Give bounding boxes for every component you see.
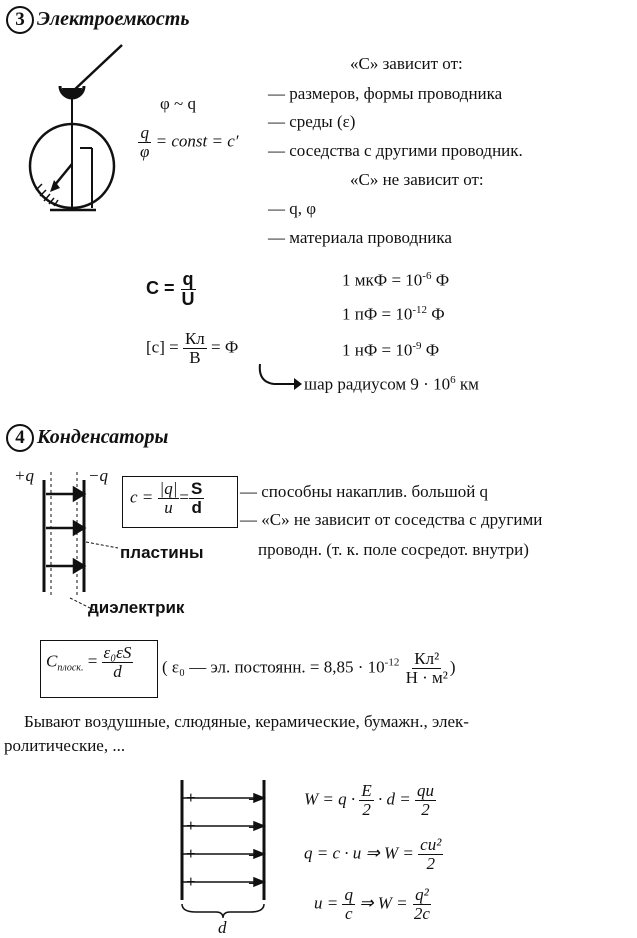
- sphere-exp: 6: [450, 374, 456, 386]
- unit-lhs: [c] =: [146, 337, 179, 357]
- not-depends-item: — материала проводника: [268, 228, 452, 247]
- minus-sign: −: [248, 846, 258, 865]
- capacitance-ratio-formula: [138, 124, 239, 161]
- flat-c: C: [46, 651, 58, 671]
- eps-text: ( ε₀ — эл. постоянн. = 8,85 · 10: [162, 657, 385, 677]
- cap-denominator: u: [164, 497, 173, 517]
- plus-q-label: +q: [14, 466, 34, 485]
- cap-d: d: [191, 497, 202, 517]
- unit-rhs: = Ф: [211, 337, 239, 357]
- section-title: Конденсаторы: [37, 426, 169, 448]
- energy-g-den: 2: [426, 853, 435, 873]
- sphere-unit: км: [455, 374, 479, 394]
- c-numerator: q: [182, 269, 194, 289]
- plus-sign: +: [186, 872, 196, 891]
- unit-row-micro: [342, 270, 449, 291]
- energy-formula-3: [314, 886, 432, 923]
- unit-row-rhs: Ф: [421, 340, 440, 360]
- energy-g-den: 2: [421, 799, 430, 819]
- depends-title: «C» зависит от:: [350, 54, 463, 73]
- curved-arrow-icon: [250, 362, 302, 394]
- flat-eq: =: [87, 651, 98, 671]
- energy-lhs: u =: [314, 893, 339, 913]
- energy-f-den: 2: [362, 799, 371, 819]
- cap-eq: =: [179, 487, 189, 507]
- eps-unit-num: Кл²: [414, 649, 440, 668]
- capacitor-property-cont: проводн. (т. к. поле сосредот. внутри): [258, 540, 529, 559]
- eps-unit-den: Н · м²: [405, 667, 448, 687]
- section-title: Электроемкость: [37, 8, 190, 30]
- phi-q-relation: φ ~ q: [160, 94, 197, 113]
- flat-capacitor-formula: [46, 644, 133, 681]
- flat-sub: плоск.: [57, 662, 84, 674]
- energy-g-num: cu²: [420, 835, 442, 854]
- section-number: 4: [6, 424, 34, 452]
- section-number: 3: [6, 6, 34, 34]
- energy-lhs: q = c · u ⇒ W =: [304, 843, 414, 863]
- depends-item: — среды (ε): [268, 112, 356, 131]
- minus-sign: −: [248, 874, 258, 893]
- depends-item: — размеров, формы проводника: [268, 84, 503, 103]
- energy-f-num: E: [361, 781, 372, 800]
- capacitor-property: — способны накаплив. большой q: [240, 482, 489, 501]
- minus-sign: −: [248, 818, 258, 837]
- eps-close: ): [449, 657, 456, 677]
- minus-sign: −: [248, 790, 258, 809]
- not-depends-item: — q, φ: [268, 199, 317, 218]
- unit-formula: [146, 330, 238, 367]
- dielectric-label: диэлектрик: [88, 598, 185, 617]
- sphere-note: [304, 374, 479, 395]
- plus-sign: +: [186, 844, 196, 863]
- minus-q-label: −q: [88, 466, 108, 485]
- cap-numerator: |q|: [159, 479, 178, 498]
- unit-row-lhs: 1 пФ = 10: [342, 304, 413, 324]
- c-denominator: U: [181, 288, 195, 309]
- flat-denominator: d: [113, 661, 122, 681]
- unit-row-nano: [342, 340, 439, 361]
- unit-row-lhs: 1 нФ = 10: [342, 340, 413, 360]
- energy-mid: ⇒ W =: [359, 893, 408, 913]
- not-depends-title: «C» не зависит от:: [350, 170, 484, 189]
- ratio-rest: = const = c′: [155, 131, 239, 151]
- electroscope-diagram: [0, 40, 130, 230]
- plates-label: пластины: [120, 543, 204, 562]
- energy-mid: · d =: [378, 789, 411, 809]
- unit-row-exp: -6: [422, 270, 432, 282]
- energy-g-den: 2c: [413, 903, 430, 923]
- depends-item: — соседства с другими проводник.: [268, 141, 523, 160]
- c-eq: C =: [146, 278, 175, 299]
- unit-row-exp: -12: [412, 304, 428, 316]
- unit-numerator: Кл: [184, 329, 205, 348]
- energy-g-num: q²: [415, 885, 429, 904]
- capacitor-types-line: ролитические, ...: [4, 736, 126, 755]
- sphere-text: шар радиусом 9 · 10: [304, 374, 451, 394]
- unit-row-rhs: Ф: [431, 270, 450, 290]
- cap-lhs: c =: [130, 487, 154, 507]
- distance-label: d: [218, 918, 227, 937]
- unit-row-pico: [342, 304, 445, 325]
- unit-denominator: В: [189, 347, 201, 367]
- unit-row-exp: -9: [412, 340, 422, 352]
- eps-exp: -12: [384, 656, 400, 669]
- capacitance-formula: [146, 270, 197, 309]
- unit-row-rhs: Ф: [427, 304, 445, 324]
- unit-row-lhs: 1 мкФ = 10: [342, 270, 423, 290]
- flat-numerator: ε₀εS: [103, 643, 132, 662]
- plus-sign: +: [186, 816, 196, 835]
- section3-header: [6, 6, 189, 34]
- energy-formula-2: [304, 836, 443, 873]
- ratio-numerator: q: [140, 123, 149, 142]
- capacitor-types-line: Бывают воздушные, слюдяные, керамические, бумажн., элек-: [24, 712, 469, 731]
- plus-sign: +: [186, 788, 196, 807]
- energy-lhs: W = q ·: [304, 789, 356, 809]
- energy-formula-1: [304, 782, 436, 819]
- ratio-denominator: φ: [140, 141, 150, 161]
- section4-header: [6, 424, 168, 452]
- energy-f-num: q: [344, 885, 353, 904]
- energy-g-num: qu: [417, 781, 435, 800]
- capacitance-box-formula: [130, 480, 204, 517]
- energy-f-den: c: [344, 903, 353, 923]
- capacitor-property: — «C» не зависит от соседства с другими: [240, 510, 543, 529]
- cap-s: S: [190, 479, 203, 498]
- epsilon-note: [162, 650, 456, 687]
